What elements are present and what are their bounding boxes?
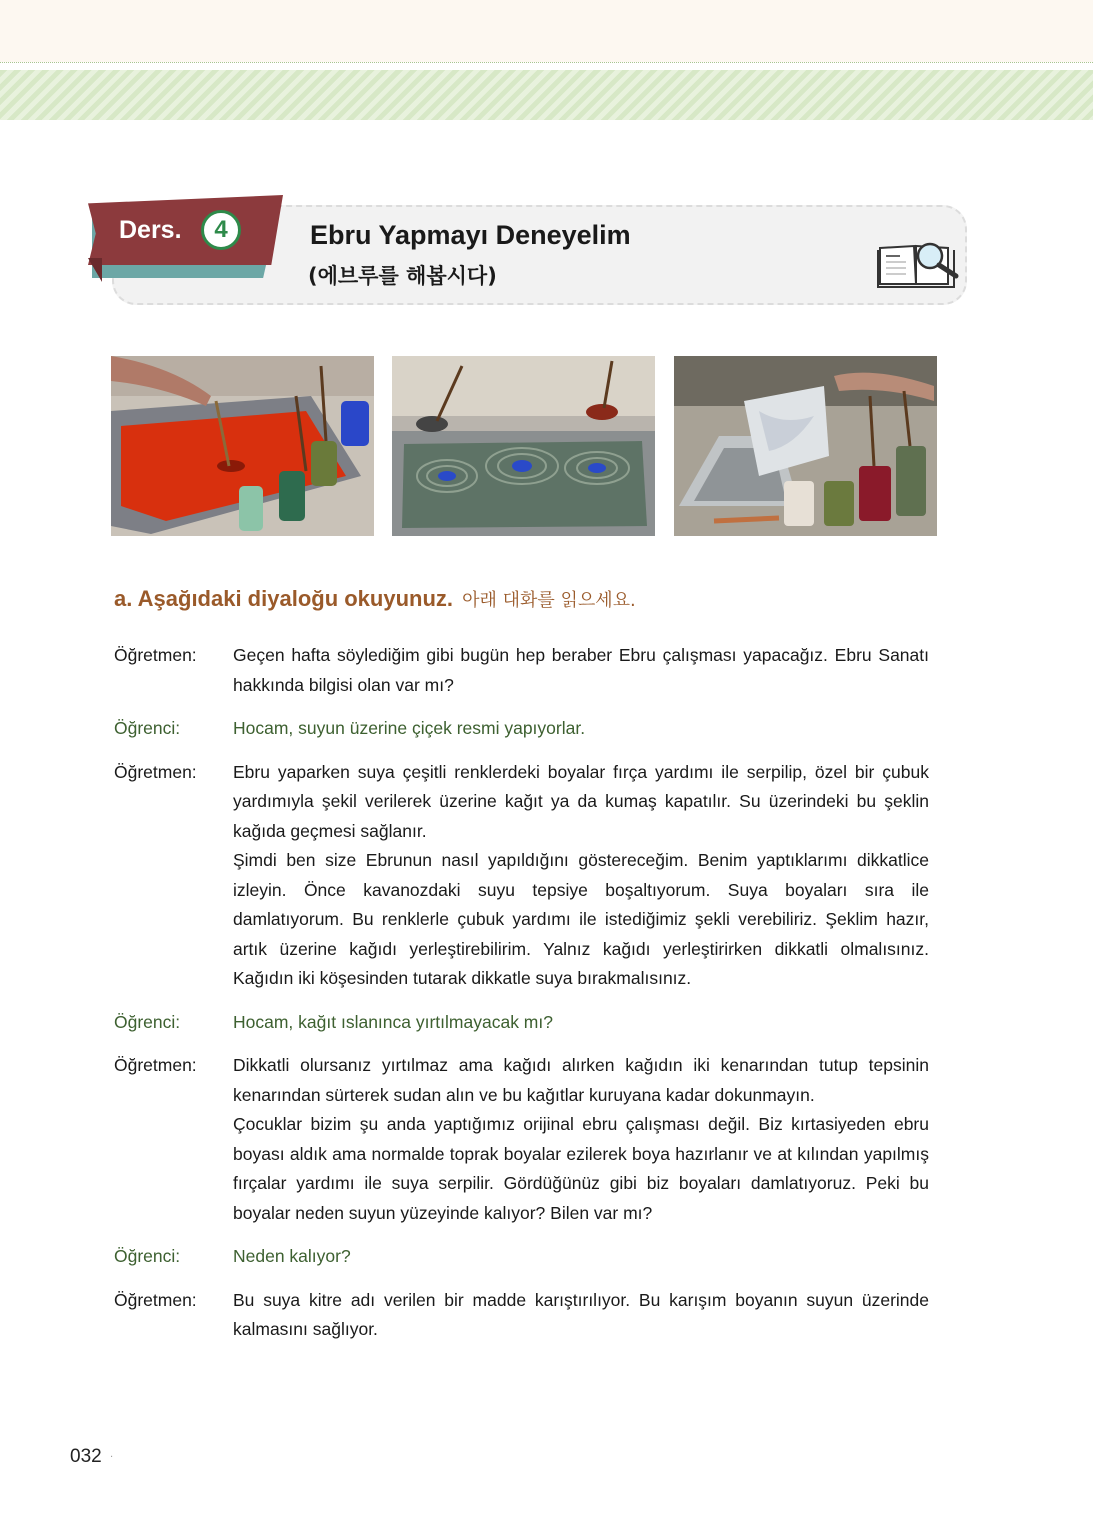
speech-paragraph: Dikkatli olursanız yırtılmaz ama kağıdı alırken kağıdın iki kenarından tutup tepsinin kenarından sürterek sudan alın ve bu kağıtlar kuruyana kadar dokunmayın. [233,1055,929,1105]
photo-ebru-painting-red [111,356,374,536]
speech-paragraph: Geçen hafta söylediğim gibi bugün hep beraber Ebru çalışması yapacağız. Ebru Sanatı hakkında bilgisi olan var mı? [233,645,929,695]
speech-text [233,1051,929,1228]
page-number-dot: · [110,1452,114,1463]
speaker-label: Öğrenci: [114,1011,181,1032]
speaker-label: Öğretmen: [114,1289,197,1310]
header-dotted-divider [0,62,1093,63]
top-margin-band [0,0,1093,62]
dialogue-turn-teacher [114,1051,929,1228]
speaker-label: Öğrenci: [114,1246,181,1266]
header-striped-band [0,70,1093,120]
speech-paragraph: Neden kalıyor? [233,1246,351,1266]
lesson-tag [88,195,283,265]
speech-paragraph: Şimdi ben size Ebrunun nasıl yapıldığını göstereceğim. Benim yaptıklarımı dikkatlice izleyin. Önce kavanozdaki suyu tepsiye boşaltıyorum. Suya boyaları sıra ile damlatıyorum. Bu renklerle çubuk yardımı ile istediğimiz şekli verebiliriz. Şeklim hazır, artık üzerine kağıdı yerleştirebilirim. Yalnız kağıdı yerleştirirken dikkatli olmalısınız. Kağıdın iki köşesinden tutarak dikkatle suya bırakmalısınız. [233,850,929,988]
speech-paragraph: Çocuklar bizim şu anda yaptığımız orijinal ebru çalışması değil. Biz kırtasiyeden ebru boyası aldık ama normalde toprak boyalar ezilerek boya hazırlanır ve at kılından yapılmış fırçalar yardımı ile suya serpilir. Gördüğünüz gibi biz boyaları damlatıyoruz. Peki bu boyalar neden suyun yüzeyinde kalıyor? Bilen var mı? [233,1114,929,1223]
speech-text [233,758,929,994]
speech-text [233,641,929,700]
speech-paragraph: Hocam, kağıt ıslanınca yırtılmayacak mı? [233,1011,553,1032]
speech-text [233,714,929,744]
section-heading [114,586,636,612]
speech-paragraph: Ebru yaparken suya çeşitli renklerdeki boyalar fırça yardımı ile serpilip, özel bir çubuk yardımıyla şekil verilerek üzerine kağıt ya da kumaş kapatılır. Su üzerindeki bu şeklin kağıda geçmesi sağlanır. [233,761,929,841]
speech-paragraph: Bu suya kitre adı verilen bir madde karıştırılıyor. Bu karışım boyanın suyun üzerinde kalmasını sağlıyor. [233,1289,929,1339]
dialogue-turn-student [114,714,929,744]
speech-paragraph: Hocam, suyun üzerine çiçek resmi yapıyorlar. [233,718,586,738]
speaker-label: Öğrenci: [114,718,181,738]
speech-text [233,1286,929,1345]
dialogue-turn-teacher [114,758,929,994]
speech-text [233,1242,929,1272]
speaker-label: Öğretmen: [114,1055,197,1075]
speaker-label: Öğretmen: [114,761,197,782]
lesson-tag-fold [88,258,102,282]
photo-ebru-tray-patterns [392,356,655,536]
speech-text [233,1008,929,1038]
dialogue-turn-teacher [114,641,929,700]
speaker-label: Öğretmen: [114,645,197,665]
dialogue-turn-student [114,1242,929,1272]
dialogue-turn-teacher [114,1286,929,1345]
dialogue-list [114,641,929,1359]
lesson-number-badge: 4 [201,210,241,250]
section-heading-text: a. Aşağıdaki diyaloğu okuyunuz. [114,586,454,611]
lesson-tag-label: Ders. [119,216,182,244]
dialogue-turn-student [114,1008,929,1038]
section-heading-korean: 아래 대화를 읽으세요. [462,590,636,611]
book-magnifier-icon [876,240,960,290]
photo-ebru-paper-lifting [674,356,937,536]
lesson-title: Ebru Yapmayı Deneyelim [310,220,631,250]
lesson-subtitle: (에브루를 해봅시다) [308,264,497,288]
page-number: 032 [70,1446,102,1467]
